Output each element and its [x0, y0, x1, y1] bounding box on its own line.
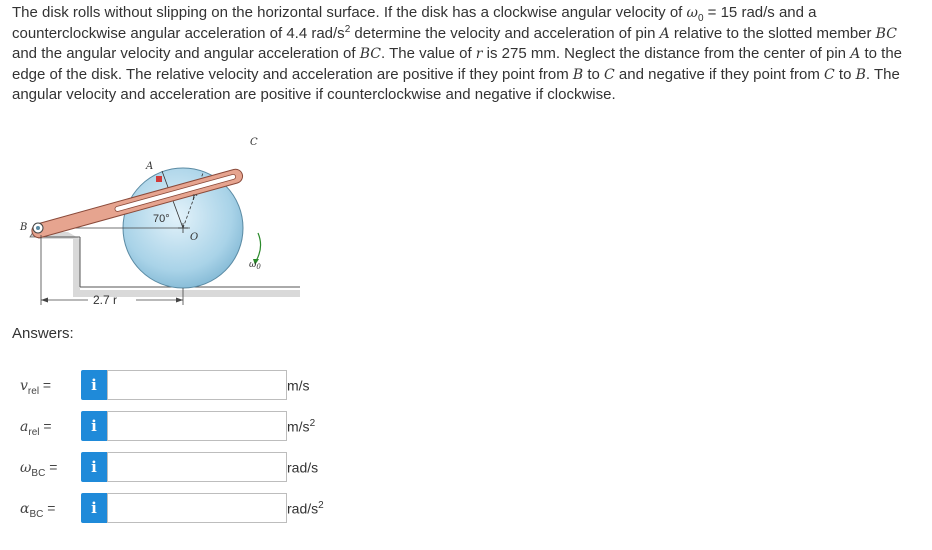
info-button[interactable]: i: [81, 452, 107, 482]
unit-label: rad/$s^2$: [287, 500, 324, 517]
var-B: B: [855, 66, 866, 83]
problem-text: . The value of: [381, 45, 476, 62]
var-C: C: [604, 66, 615, 83]
pin-A: [156, 176, 162, 182]
problem-text: The disk rolls without slipping on the horizontal surface. If the disk has a clockwise angular velocity of: [12, 4, 687, 21]
problem-text: and the angular velocity and angular acceleration of: [12, 45, 360, 62]
answer-label: $v_{rel}$ =: [20, 377, 52, 397]
alpha-bc-input[interactable]: [107, 493, 287, 523]
info-button[interactable]: i: [81, 370, 107, 400]
label-omega: $\omega_0$: [249, 260, 261, 271]
unit-label: rad/s: [287, 459, 319, 476]
var-r: r: [475, 46, 483, 62]
omega-symbol: ω: [686, 5, 698, 21]
var-A: A: [850, 46, 861, 62]
info-button[interactable]: i: [81, 493, 107, 523]
label-A: A: [146, 161, 154, 172]
unit-label: m/s: [287, 377, 310, 394]
answer-label: $\alpha_{BC}$ =: [20, 500, 56, 520]
var-BC: BC: [875, 25, 897, 42]
superscript: 2: [344, 23, 351, 35]
label-C: C: [250, 137, 258, 148]
problem-text: = 15 rad/s and a counterclockwise angular acceleration of 4.4 rad/s: [12, 4, 817, 42]
label-O: O: [190, 232, 199, 243]
problem-text: to: [834, 65, 856, 83]
problem-text: to the edge of the disk. The relative velocity and acceleration are positive if they point from: [12, 45, 903, 83]
problem-statement: [12, 3, 924, 106]
problem-text: and negative if they point from: [614, 65, 825, 83]
var-BC: BC: [359, 46, 381, 62]
label-r: r: [192, 192, 197, 203]
label-B: B: [20, 222, 28, 233]
problem-text: relative to the slotted member: [669, 24, 876, 42]
info-button[interactable]: i: [81, 411, 107, 441]
omega-subscript: 0: [697, 13, 704, 24]
answer-label: $a_{rel}$ =: [20, 418, 52, 438]
dimension-label: 2.7 r: [93, 293, 118, 307]
problem-text: is 275 mm. Neglect the distance from the center of pin: [482, 45, 851, 62]
problem-text: determine the velocity and acceleration of pin: [350, 24, 660, 42]
answer-label: $\omega_{BC}$ =: [20, 459, 58, 479]
answer-row-alpha-bc: [0, 492, 400, 524]
vrel-input[interactable]: [107, 370, 287, 400]
arel-input[interactable]: [107, 411, 287, 441]
answer-row-vrel: [0, 369, 400, 401]
omega-bc-input[interactable]: [107, 452, 287, 482]
disk-mechanism-figure: [0, 125, 320, 320]
var-B: B: [572, 66, 584, 83]
dimension-arrow-right: [176, 298, 183, 303]
label-angle: 70°: [153, 213, 170, 225]
answer-row-omega-bc: [0, 451, 400, 483]
var-A: A: [659, 25, 670, 42]
answers-heading: Answers:: [12, 325, 74, 342]
var-C: C: [824, 66, 835, 83]
problem-text: . The angular velocity and acceleration are positive if counterclockwise and negative if clockwise.: [12, 65, 900, 103]
pin-B-center: [36, 226, 40, 230]
omega-arrow: [256, 233, 261, 261]
unit-label: $m/s^2$: [287, 418, 316, 435]
answer-row-arel: [0, 410, 400, 442]
problem-text: to: [583, 65, 605, 83]
dimension-arrow-left: [41, 298, 48, 303]
